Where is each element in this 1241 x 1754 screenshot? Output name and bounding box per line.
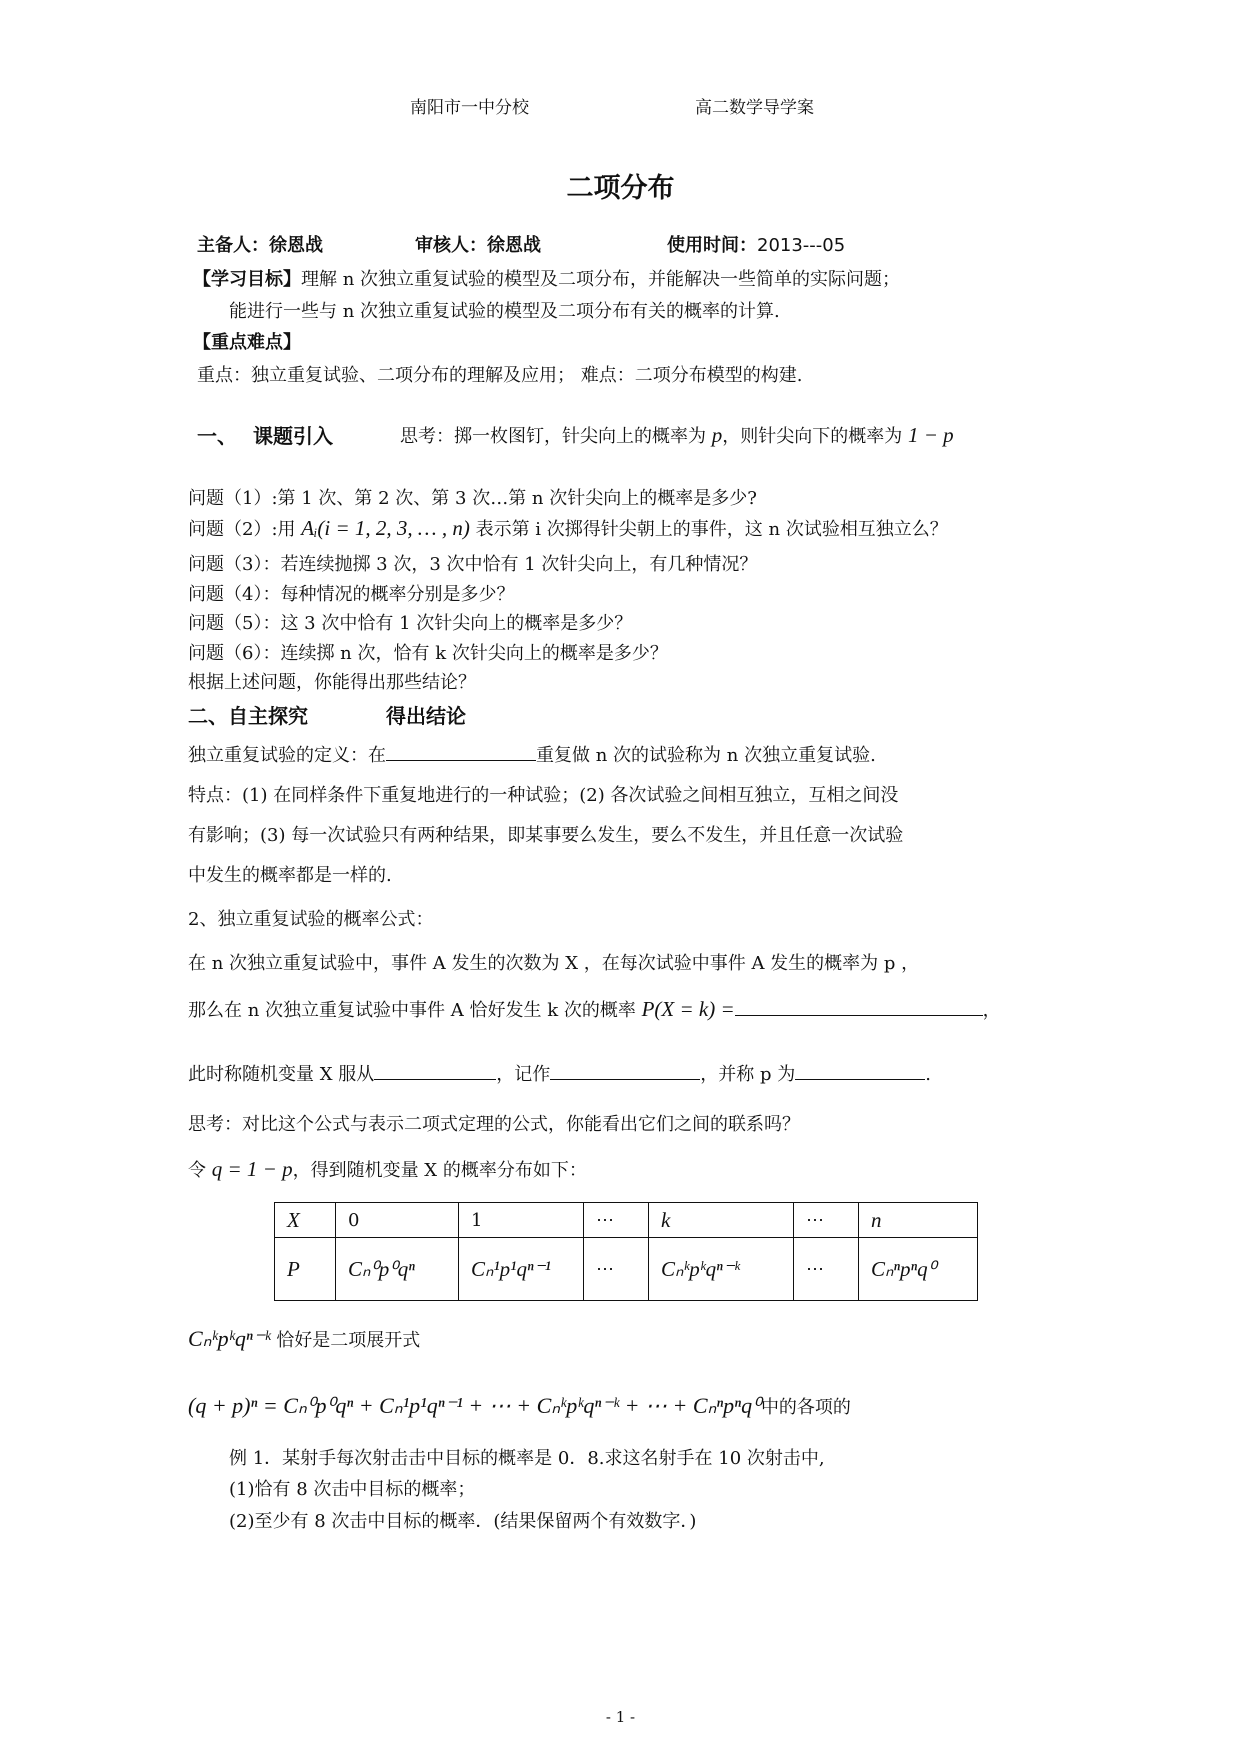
distribution-text-b: ，记作: [496, 1064, 551, 1085]
feature-line-1: 特点：(1) 在同样条件下重复地进行的一种试验；(2) 各次试验之间相互独立，互相之间没: [188, 785, 899, 806]
table-cell: [859, 1238, 978, 1301]
distribution-blank-3[interactable]: [795, 1061, 925, 1080]
formula-q: q = 1 − p: [211, 1157, 293, 1181]
formula-pxk: P(X = k) =: [641, 997, 735, 1021]
distribution-blank-1[interactable]: [374, 1061, 496, 1080]
cell-text: X: [287, 1207, 300, 1232]
question-1: 问题（1）:第 1 次、第 2 次、第 3 次…第 n 次针尖向上的概率是多少?: [188, 488, 757, 509]
table-cell: 0: [336, 1203, 459, 1238]
definition-line: [188, 741, 876, 767]
formula-events: Aᵢ(i = 1, 2, 3, … , n): [301, 516, 470, 540]
example-line-1: 例 1．某射手每次射击击中目标的概率是 0．8.求这名射手在 10 次射击中,: [229, 1448, 825, 1469]
cell-text: P: [287, 1256, 300, 1281]
reviewer-label: 审核人：: [415, 235, 487, 256]
reviewer-info: [415, 231, 541, 257]
definition-b: 重复做 n 次的试验称为 n 次独立重复试验.: [536, 745, 876, 766]
page-title: 二项分布: [566, 173, 675, 204]
table-cell: [859, 1203, 978, 1238]
question-6: 问题（6）：连续掷 n 次，恰有 k 次针尖向上的概率是多少？: [188, 643, 668, 664]
key-points-line: 重点：独立重复试验、二项分布的理解及应用； 难点：二项分布模型的构建.: [197, 365, 803, 386]
cell-text: Cₙ¹p¹qⁿ⁻¹: [471, 1256, 551, 1281]
formula-one-minus-p: 1 − p: [907, 423, 954, 447]
binomial-expansion: (q + p)ⁿ = Cₙ⁰p⁰qⁿ + Cₙ¹p¹qⁿ⁻¹ + ⋯ + Cₙᵏpᵏqⁿ⁻ᵏ + ⋯ + Cₙⁿpⁿq⁰: [188, 1393, 761, 1418]
table-cell: ⋯: [584, 1238, 649, 1301]
example-line-3: (2)至少有 8 次击中目标的概率．(结果保留两个有效数字．): [229, 1511, 697, 1532]
cell-text: Cₙ⁰p⁰qⁿ: [348, 1256, 415, 1281]
questions-conclusion: 根据上述问题，你能得出那些结论？: [188, 672, 476, 693]
table-cell: [275, 1238, 336, 1301]
question-2-b: 表示第 i 次掷得针尖朝上的事件，这 n 次试验相互独立么？: [475, 519, 948, 540]
distribution-text-end: .: [925, 1064, 931, 1085]
let-text-a: 令: [188, 1160, 206, 1181]
author-name: 徐恩战: [269, 235, 323, 256]
author-info: [197, 231, 323, 257]
goals-label: 【学习目标】: [193, 269, 301, 290]
distribution-text-c: ，并称 p 为: [700, 1064, 796, 1085]
let-text-b: ，得到随机变量 X 的概率分布如下：: [292, 1160, 587, 1181]
let-q-line: [188, 1156, 587, 1182]
table-cell: [336, 1238, 459, 1301]
table-cell: ⋯: [794, 1238, 859, 1301]
distribution-table: [274, 1202, 978, 1301]
distribution-text-a: 此时称随机变量 X 服从: [188, 1064, 375, 1085]
reviewer-name: 徐恩战: [487, 235, 541, 256]
binomial-expansion-line: [188, 1393, 851, 1419]
cell-text: Cₙᵏpᵏqⁿ⁻ᵏ: [661, 1256, 740, 1281]
feature-line-3: 中发生的概率都是一样的.: [188, 865, 392, 886]
goals-line-2: 能进行一些与 n 次独立重复试验的模型及二项分布有关的概率的计算.: [229, 301, 780, 322]
cell-text: k: [661, 1207, 671, 1232]
section-1-number: 一、: [197, 424, 237, 448]
item-2-heading: 2、独立重复试验的概率公式：: [188, 909, 434, 930]
section-1-title: 课题引入: [253, 424, 333, 448]
date-value: 2013---05: [757, 235, 846, 256]
example-line-2: (1)恰有 8 次击中目标的概率；: [229, 1479, 476, 1500]
distribution-blank-2[interactable]: [550, 1061, 700, 1080]
feature-line-2: 有影响；(3) 每一次试验只有两种结果，即某事要么发生，要么不发生，并且任意一次试验: [188, 825, 904, 846]
table-cell: [275, 1203, 336, 1238]
formula-blank[interactable]: [735, 997, 983, 1016]
table-row: [275, 1203, 978, 1238]
formula-line-1: 在 n 次独立重复试验中，事件 A 发生的次数为 X ，在每次试验中事件 A 发生的概率为 p ，: [188, 953, 920, 974]
table-cell: ⋯: [584, 1203, 649, 1238]
var-p: p: [711, 423, 723, 447]
thinking-text-b: ，则针尖向下的概率为: [722, 426, 903, 447]
question-4: 问题（4）：每种情况的概率分别是多少？: [188, 584, 515, 605]
table-row: [275, 1238, 978, 1301]
key-points-label: 【重点难点】: [193, 332, 301, 353]
date-label: 使用时间：: [667, 235, 757, 256]
question-3: 问题（3）：若连续抛掷 3 次，3 次中恰有 1 次针尖向上，有几种情况？: [188, 554, 758, 575]
thinking-text-a: 思考：掷一枚图钉，针尖向上的概率为: [400, 426, 706, 447]
author-label: 主备人：: [197, 235, 269, 256]
section-2-title-b: 得出结论: [386, 704, 466, 728]
table-cell: [649, 1238, 794, 1301]
formula-line-2-end: ，: [982, 1000, 1001, 1021]
formula-line-2-text: 那么在 n 次独立重复试验中事件 A 恰好发生 k 次的概率: [188, 1000, 636, 1021]
table-cell: 1: [459, 1203, 584, 1238]
formula-line-3: [188, 1060, 931, 1086]
binomial-expansion-text: 中的各项的: [760, 1397, 851, 1418]
goals-line-1: 理解 n 次独立重复试验的模型及二项分布，并能解决一些简单的实际问题；: [301, 269, 901, 290]
definition-blank[interactable]: [386, 742, 536, 761]
section-2-title-a: 二、自主探究: [188, 704, 308, 728]
binomial-term-text: 恰好是二项展开式: [276, 1330, 421, 1351]
definition-a: 独立重复试验的定义：在: [188, 745, 386, 766]
binomial-term: Cₙᵏpᵏqⁿ⁻ᵏ: [188, 1326, 271, 1351]
header-subject: 高二数学导学案: [695, 98, 814, 118]
question-5: 问题（5）：这 3 次中恰有 1 次针尖向上的概率是多少？: [188, 613, 633, 634]
header-school: 南阳市一中分校: [410, 98, 529, 118]
learning-goals: [193, 265, 900, 291]
question-2-a: 问题（2）:用: [188, 519, 296, 540]
page-number: - 1 -: [605, 1708, 636, 1726]
formula-line-2: [188, 996, 1001, 1022]
table-cell: [459, 1238, 584, 1301]
thinking-2: 思考：对比这个公式与表示二项式定理的公式，你能看出它们之间的联系吗？: [188, 1114, 800, 1135]
section-1-thinking: [400, 422, 954, 448]
table-cell: [649, 1203, 794, 1238]
question-2: [188, 515, 948, 541]
date-info: [667, 231, 845, 257]
table-cell: ⋯: [794, 1203, 859, 1238]
binomial-term-line: [188, 1326, 420, 1352]
cell-text: n: [871, 1207, 882, 1232]
cell-text: Cₙⁿpⁿq⁰: [871, 1256, 937, 1281]
